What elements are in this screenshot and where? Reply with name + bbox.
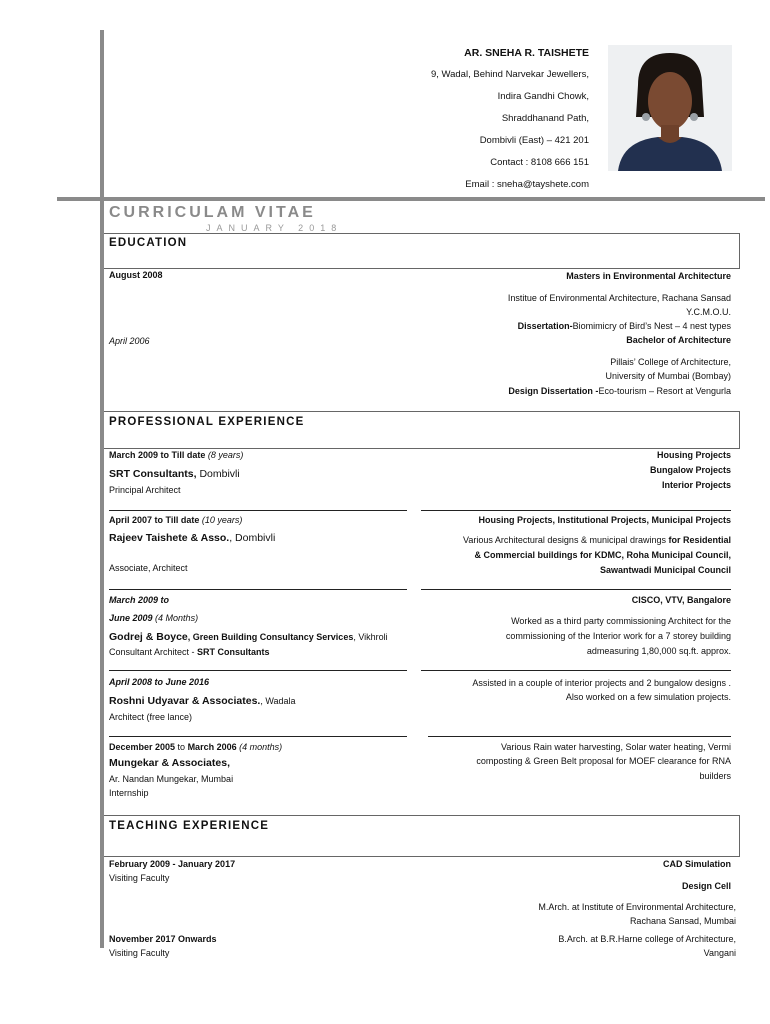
- job-1-firm-name: SRT Consultants,: [109, 468, 197, 480]
- job-5-person: Ar. Nandan Mungekar, Mumbai: [109, 774, 234, 784]
- edu-1-dissertation-text: Biomimicry of Bird’s Nest – 4 nest types: [572, 321, 731, 331]
- teach-1-institute-2: Rachana Sansad, Mumbai: [629, 916, 736, 926]
- job-3-firm-name: Godrej & Boyce: [109, 631, 188, 643]
- job-4-date: April 2008 to June 2016: [109, 677, 210, 687]
- divider-right: [421, 510, 731, 511]
- job-3-date-2: [109, 613, 198, 624]
- edu-1-degree: Masters in Environmental Architecture: [566, 271, 731, 281]
- job-2-role: Associate, Architect: [109, 563, 188, 573]
- job-4-location: , Wadala: [260, 696, 296, 706]
- job-1-role: Principal Architect: [109, 485, 181, 495]
- address-line-2: Indira Gandhi Chowk,: [497, 91, 589, 102]
- job-3-role-text: Consultant Architect -: [109, 647, 198, 657]
- job-4-firm-name: Roshni Udyavar & Associates.: [109, 695, 261, 707]
- address-line-4: Dombivli (East) – 421 201: [479, 135, 589, 146]
- teach-2-date: November 2017 Onwards: [109, 934, 217, 944]
- job-2-desc-3: Sawantwadi Municipal Council: [599, 565, 731, 575]
- job-5-desc-2: composting & Green Belt proposal for MOEF clearance for RNA: [476, 756, 731, 766]
- job-1-project-2: Bungalow Projects: [649, 465, 731, 475]
- job-3-date-1: March 2009 to: [109, 595, 170, 605]
- job-1-date-range: March 2009 to Till date: [109, 450, 206, 460]
- header-horizontal-rule: [57, 197, 765, 201]
- address-line-1: 9, Wadal, Behind Narvekar Jewellers,: [430, 69, 589, 80]
- divider-left: [109, 670, 407, 671]
- edu-1-dissertation: [518, 321, 731, 332]
- job-2-date-range: April 2007 to Till date: [109, 515, 200, 525]
- divider-right: [421, 670, 731, 671]
- job-2-firm: [109, 533, 275, 544]
- divider-left: [109, 589, 407, 590]
- experience-heading: PROFESSIONAL EXPERIENCE: [109, 416, 305, 428]
- teach-2-institute-1: B.Arch. at B.R.Harne college of Architecture,: [558, 934, 736, 944]
- edu-2-university: University of Mumbai (Bombay): [605, 371, 731, 381]
- job-3-firm: [109, 632, 388, 643]
- job-3-division: , Green Building Consultancy Services: [187, 632, 354, 642]
- edu-2-degree: Bachelor of Architecture: [626, 335, 731, 345]
- job-2-location: , Dombivli: [229, 532, 276, 544]
- job-4-desc-1: Assisted in a couple of interior projects and 2 bungalow designs .: [472, 678, 731, 688]
- job-5-desc-1: Various Rain water harvesting, Solar water heating, Vermi: [501, 742, 731, 752]
- job-1-duration: (8 years): [207, 450, 244, 460]
- job-1-location: Dombivli: [199, 468, 240, 480]
- teach-2-role: Visiting Faculty: [109, 948, 170, 958]
- job-3-role: [109, 647, 270, 658]
- edu-1-date: August 2008: [109, 270, 163, 280]
- job-4-role: Architect (free lance): [109, 712, 193, 722]
- teach-1-institute-1: M.Arch. at Institute of Environmental Architecture,: [538, 902, 736, 912]
- job-3-desc-2: commissioning of the Interior work for a 7 storey building: [505, 631, 731, 641]
- job-4-desc-2: Also worked on a few simulation projects.: [565, 692, 731, 702]
- job-5-duration: (4 months): [239, 742, 283, 752]
- job-3-date-end: June 2009: [109, 613, 153, 623]
- education-heading-box: [104, 233, 740, 269]
- divider-left: [109, 510, 407, 511]
- job-3-project: CISCO, VTV, Bangalore: [631, 595, 731, 605]
- job-3-location: , Vikhroli: [353, 632, 388, 642]
- job-2-desc-1: [463, 535, 731, 546]
- contact-phone: Contact : 8108 666 151: [490, 157, 589, 168]
- edu-2-dissertation-text: Eco-tourism – Resort at Vengurla: [598, 386, 731, 396]
- job-5-date-to: to: [175, 742, 188, 752]
- teach-1-date: February 2009 - January 2017: [109, 859, 236, 869]
- job-3-desc-1: Worked as a third party commissioning Architect for the: [511, 616, 731, 626]
- contact-block: [431, 48, 589, 190]
- job-5-date-start: December 2005: [109, 742, 176, 752]
- divider-left: [109, 736, 407, 737]
- cv-date: JANUARY 2018: [206, 223, 343, 233]
- contact-email: Email : sneha@tayshete.com: [465, 179, 589, 190]
- candidate-name: AR. SNEHA R. TAISHETE: [464, 47, 589, 59]
- teach-1-subject-2: Design Cell: [681, 881, 731, 891]
- job-3-desc-3: admeasuring 1,80,000 sq.ft. approx.: [586, 646, 731, 656]
- divider-right: [421, 589, 731, 590]
- job-1-project-3: Interior Projects: [661, 480, 731, 490]
- teach-1-role: Visiting Faculty: [109, 873, 170, 883]
- job-2-firm-name: Rajeev Taishete & Asso.: [109, 532, 230, 544]
- job-3-duration: (4 Months): [155, 613, 199, 623]
- job-2-date: [109, 515, 242, 526]
- edu-2-dissertation-label: Design Dissertation -: [508, 386, 599, 396]
- education-heading: EDUCATION: [109, 237, 188, 249]
- profile-photo: [608, 45, 732, 171]
- job-5-date-end: March 2006: [187, 742, 237, 752]
- left-vertical-rule: [100, 30, 104, 948]
- job-2-desc-1-bold: for Residential: [668, 535, 731, 545]
- job-3-role-firm: SRT Consultants: [197, 647, 270, 657]
- job-2-duration: (10 years): [201, 515, 243, 525]
- divider-right: [428, 736, 731, 737]
- teach-2-institute-2: Vangani: [703, 948, 736, 958]
- job-4-firm: [109, 696, 296, 707]
- job-1-project-1: Housing Projects: [656, 450, 731, 460]
- job-1-firm: [109, 469, 240, 480]
- job-5-role: Internship: [109, 788, 149, 798]
- edu-2-institute: Pillais’ College of Architecture,: [610, 357, 731, 367]
- edu-1-university: Y.C.M.O.U.: [686, 307, 731, 317]
- job-2-desc-2: & Commercial buildings for KDMC, Roha Municipal Council,: [474, 550, 731, 560]
- teaching-heading: TEACHING EXPERIENCE: [109, 820, 270, 832]
- edu-1-institute: Institue of Environmental Architecture, Rachana Sansad: [507, 293, 731, 303]
- address-line-3: Shraddhanand Path,: [501, 113, 589, 124]
- edu-2-dissertation: [508, 386, 731, 397]
- cv-title: CURRICULAM VITAE: [109, 204, 316, 221]
- job-2-projects: Housing Projects, Institutional Projects, Municipal Projects: [478, 515, 731, 525]
- teach-1-subject-1: CAD Simulation: [662, 859, 731, 869]
- job-5-date: [109, 742, 282, 753]
- job-5-desc-3: builders: [699, 771, 731, 781]
- edu-1-dissertation-label: Dissertation-: [517, 321, 573, 331]
- job-2-desc-1-text: Various Architectural designs & municipal drawings: [463, 535, 669, 545]
- job-5-firm: Mungekar & Associates,: [109, 757, 230, 769]
- edu-2-date: April 2006: [109, 336, 150, 346]
- job-1-date: [109, 450, 243, 461]
